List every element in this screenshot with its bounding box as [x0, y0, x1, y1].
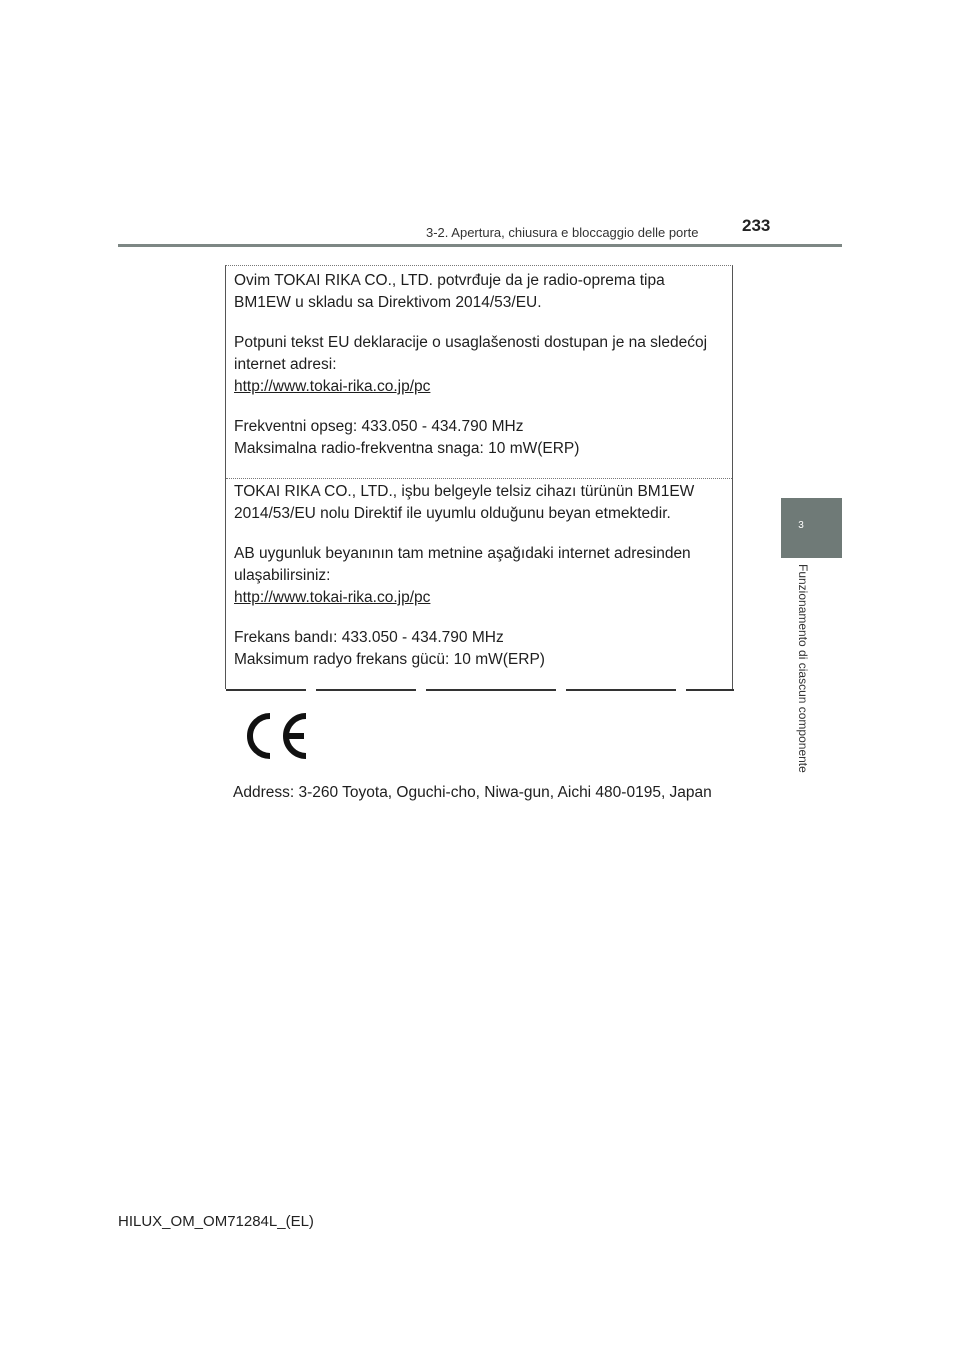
notice-text: BM1EW u skladu sa Direktivom 2014/53/EU.: [234, 294, 542, 311]
notice-text: Potpuni tekst EU deklaracije o usaglašenosti dostupan je na sledećoj: [234, 334, 708, 351]
notice-turkish: [226, 481, 732, 671]
notice-text: TOKAI RIKA CO., LTD., işbu belgeyle telsiz cihazı türünün BM1EW: [234, 483, 695, 500]
box-bottom-border: [226, 689, 732, 691]
document-code: HILUX_OM_OM71284L_(EL): [118, 1213, 314, 1230]
radio-equipment-notice: [225, 265, 733, 689]
notice-text: Ovim TOKAI RIKA CO., LTD. potvrđuje da je radio-oprema tipa: [234, 272, 665, 289]
notice-serbian: [226, 270, 732, 460]
declaration-link[interactable]: http://www.tokai-rika.co.jp/pc: [234, 378, 431, 395]
page-number: 233: [742, 216, 771, 235]
max-power: Maksimalna radio-frekventna snaga: 10 mW(ERP): [234, 440, 580, 457]
chapter-tab: [781, 498, 842, 558]
section-divider: [226, 478, 732, 479]
manufacturer-address: Address: 3-260 Toyota, Oguchi-cho, Niwa-gun, Aichi 480-0195, Japan: [233, 784, 712, 801]
frequency-band: Frekventni opseg: 433.050 - 434.790 MHz: [234, 418, 524, 435]
frequency-band: Frekans bandı: 433.050 - 434.790 MHz: [234, 629, 504, 646]
notice-text: ulaşabilirsiniz:: [234, 567, 331, 584]
chapter-number: 3: [798, 520, 804, 531]
section-title: 3-2. Apertura, chiusura e bloccaggio delle porte: [426, 225, 699, 240]
max-power: Maksimum radyo frekans gücü: 10 mW(ERP): [234, 651, 545, 668]
notice-text: internet adresi:: [234, 356, 337, 373]
declaration-link[interactable]: http://www.tokai-rika.co.jp/pc: [234, 589, 431, 606]
notice-text: 2014/53/EU nolu Direktif ile uyumlu olduğunu beyan etmektedir.: [234, 505, 671, 522]
ce-mark-icon: [240, 712, 312, 760]
notice-text: AB uygunluk beyanının tam metnine aşağıdaki internet adresinden: [234, 545, 691, 562]
header-divider: [118, 244, 842, 247]
chapter-title: Funzionamento di ciascun componente: [796, 564, 810, 773]
